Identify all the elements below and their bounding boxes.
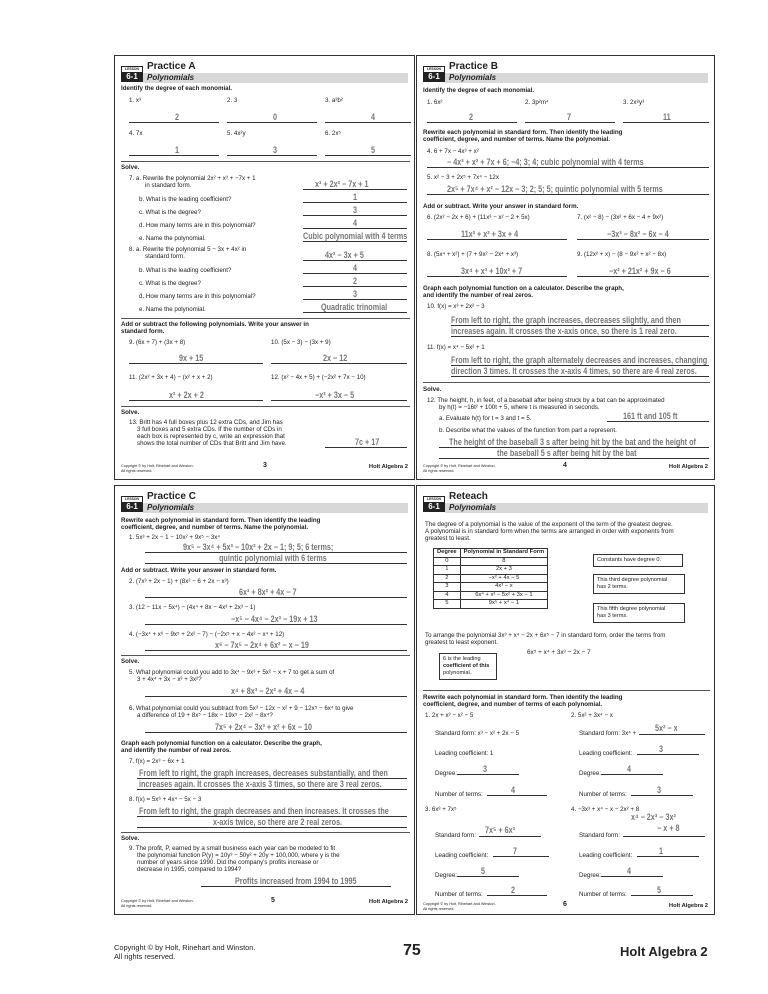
answer-line: [145, 696, 407, 697]
standard-form-label: Standard form:: [579, 832, 620, 839]
answer: From left to right, the graph decreases and then increases. It crosses the: [139, 806, 389, 816]
practice-c-header: [121, 490, 408, 514]
table-row: 4 6x⁴ + x³ − 5x² + 3x − 1: [434, 591, 548, 600]
answer: x⁴ + 8x³ − 2x² + 4x − 4: [231, 686, 305, 696]
answer: −x⁵ − 4x⁴ − 2x³ − 19x + 13: [231, 614, 318, 624]
answer-line: [303, 273, 407, 274]
answer-line: [303, 312, 407, 313]
answer: 3x⁴ + x³ + 10x² + 7: [461, 266, 523, 276]
answer: 4: [353, 218, 358, 228]
answer: From left to right, the graph increases, decreases substantially, and then: [139, 768, 388, 778]
callout-fifth-degree: This fifth degree polynomial has 3 terms.: [593, 603, 685, 623]
answer: 4: [371, 112, 376, 122]
question: 9. (12x² + x) − (8 − 9x² + x² − 8x): [577, 251, 667, 258]
answer-line: [427, 167, 709, 168]
answer: 4: [627, 764, 632, 774]
answer: 7: [567, 112, 572, 122]
answer: 1: [659, 846, 664, 856]
answer-line: [623, 122, 709, 123]
answer: x⁶ − 7x⁵ − 2x⁴ + 6x² − x − 19: [215, 640, 309, 650]
page-number: 5: [271, 897, 275, 905]
answer-line: [145, 624, 407, 625]
answer-line: [525, 122, 615, 123]
page-title: Practice A: [147, 61, 196, 72]
instruction: Rewrite each polynomial in standard form. Then identify the leading: [423, 129, 623, 136]
question: c. What is the degree?: [139, 280, 201, 287]
answer-line: [479, 836, 541, 837]
leading-coefficient-label: Leading coefficient:: [435, 852, 489, 859]
answer: −x² + 3x − 5: [315, 390, 355, 400]
question: 9. (6x + 7) + (3x + 8): [129, 339, 186, 346]
answer-line: [137, 789, 407, 790]
instruction: Add or subtract the following polynomials. Write your answer in: [121, 321, 309, 328]
answer: −x² + 21x² + 9x − 6: [609, 266, 671, 276]
answer-line: [227, 122, 317, 123]
answer: 2: [511, 885, 516, 895]
question: 5. x² − 3 + 2x⁵ + 7x⁴ − 12x: [427, 174, 499, 181]
page-subtitle: Polynomials: [143, 503, 408, 513]
answer-line: [325, 155, 411, 156]
instruction: Add or subtract. Write your answer in standard form.: [121, 567, 277, 574]
intro-text: greatest to least.: [425, 535, 471, 542]
answer-line: [601, 876, 663, 877]
instruction: Rewrite each polynomial in standard form. Then identify the leading: [423, 694, 623, 701]
answer-line: [631, 795, 693, 796]
question: 9. The profit, P, earned by a small business each year can be modeled to fit: [129, 845, 336, 852]
question: b. What is the leading coefficient?: [139, 196, 232, 203]
question: 10. (5x − 3) − (3x + 9): [271, 339, 331, 346]
question: 6. What polynomial could you subtract from 5x³ − 12x − x² + 9 − 12x⁵ − 6x⁴ to give: [129, 705, 354, 712]
answer: − x + 8: [657, 823, 680, 833]
page-subtitle: Polynomials: [445, 73, 708, 83]
practice-b-header: [423, 60, 708, 84]
answer-line: [493, 856, 549, 857]
answer: 7c + 17: [355, 437, 380, 447]
instruction: Add or subtract. Write your answer in standard form.: [423, 203, 579, 210]
answer-line: [637, 754, 699, 755]
question: 2. (7x³ + 2x − 1) + (8x² − 6 + 2x − x³): [129, 578, 229, 585]
answer-line: [427, 239, 567, 240]
answer-line: [427, 122, 517, 123]
question: 4. (−3x⁴ + x⁶ − 9x⁵ + 2x² − 7) − (−2x⁵ + x − 4x² − x⁴ + 12): [129, 631, 285, 638]
intro-text: greatest to least exponent.: [425, 639, 498, 646]
answer: 4: [511, 785, 516, 795]
answer: 11x³ + x² + 3x + 4: [461, 229, 519, 239]
question: 12. The height, h, in feet, of a baseball after being struck by a bat can be approximated: [427, 397, 665, 404]
answer: Cubic polynomial with 4 terms: [303, 231, 408, 241]
question: shows the total number of CDs that Britt and Jim have.: [137, 440, 287, 447]
instruction: coefficient, degree, and number of terms of each polynomial.: [423, 701, 603, 708]
leading-coefficient-label: Leading coefficient:: [579, 750, 633, 757]
answer-line: [145, 597, 407, 598]
answer-line: [427, 276, 567, 277]
instruction: Identify the degree of each monomial.: [121, 85, 233, 92]
question: b. What is the leading coefficient?: [139, 267, 232, 274]
section-label: Solve.: [121, 409, 140, 416]
instruction: and identify the number of real zeros.: [423, 292, 534, 299]
question: 2. 3p²m⁴: [525, 99, 549, 106]
table-row: 3 4x³ − x: [434, 583, 548, 592]
answer-line: [303, 189, 407, 190]
book-title: Holt Algebra 2: [368, 463, 408, 470]
page-copyright: Copyright © by Holt, Rinehart and Winston. All rights reserved.: [121, 899, 194, 908]
table-header-row: [434, 549, 548, 558]
practice-c-page: [114, 485, 415, 915]
leading-coefficient-label: Leading coefficient:: [579, 852, 633, 859]
question: a. Evaluate h(t) for t = 3 and t = 5.: [439, 415, 532, 422]
book-title: Holt Algebra 2: [668, 902, 708, 909]
instruction: Graph each polynomial function on a calculator. Describe the graph,: [423, 285, 624, 292]
footer-page-number: 75: [403, 942, 421, 959]
question: 4. 7x: [129, 130, 143, 137]
question: e. Name the polynomial.: [139, 235, 206, 242]
page-copyright: Copyright © by Holt, Rinehart and Winston. All rights reserved.: [423, 902, 496, 911]
answer-line: [145, 563, 407, 564]
page-copyright: Copyright © by Holt, Rinehart and Winston. All rights reserved.: [423, 464, 496, 473]
answer-line: [639, 734, 705, 735]
answer: x⁴ − 2x³ − 3x²: [631, 812, 676, 822]
practice-a-page: [114, 55, 415, 480]
answer-line: [145, 732, 407, 733]
answer: 2: [353, 276, 358, 286]
answer-line: [271, 400, 407, 401]
number-of-terms-label: Number of terms:: [579, 891, 627, 898]
table-row: 0 8: [434, 557, 548, 566]
answer-line: [303, 286, 407, 287]
answer: 4: [627, 866, 632, 876]
answer-line: [303, 215, 407, 216]
divider: [121, 406, 410, 407]
page-number: 3: [263, 462, 267, 470]
answer-line: [577, 239, 709, 240]
question: 12. (x² − 4x + 5) + (−2x² + 7x − 10): [271, 374, 366, 381]
answer-line: [303, 228, 407, 229]
question: 5. 4x²y: [227, 130, 246, 137]
question: d. How many terms are in this polynomial?: [139, 222, 256, 229]
answer-line: [227, 155, 317, 156]
section-label: Solve.: [121, 164, 140, 171]
answer: Quadratic trinomial: [321, 302, 388, 312]
answer: 1: [175, 145, 180, 155]
question: 3 full boxes and 5 extra CDs. If the number of CDs in: [137, 426, 282, 433]
question: by h(t) = −16t² + 100t + 5, where t is measured in seconds.: [439, 404, 600, 411]
instruction: Identify the degree of each monomial.: [423, 87, 535, 94]
callout-leading-coefficient: 6 is the leading coefficient of this polynomial.: [439, 653, 497, 680]
page-number: 6: [563, 901, 567, 909]
question: 4. −3x³ + x⁴ − x − 2x² + 8: [571, 806, 640, 813]
answer-line: [439, 458, 709, 459]
answer: 11: [663, 112, 671, 122]
answer: 9x⁵ − 3x⁴ + 5x³ − 10x² + 2x − 1; 9; 5; 6 terms;: [183, 542, 334, 552]
answer: x³ + 2x² − 7x + 1: [315, 179, 369, 189]
answer: 3: [657, 785, 662, 795]
divider: [423, 382, 710, 383]
arranged-polynomial: 6x⁵ + x⁴ + 3x³ − 2x − 7: [527, 649, 591, 656]
instruction: standard form.: [121, 328, 165, 335]
degree-label: Degree:: [579, 872, 602, 879]
question: 8. a. Rewrite the polynomial 5 − 3x + 4x² in: [129, 246, 247, 253]
answer: 1: [353, 192, 358, 202]
answer-line: [577, 276, 709, 277]
degree-label: Degree:: [435, 872, 458, 879]
question: 1. 6x²: [427, 99, 443, 106]
question: 11. (2x² + 3x + 4) − (x² + x + 2): [129, 374, 213, 381]
question: 3. (12 − 11x − 5x⁴) − (4x⁴ + 8x − 4x³ + 2x³ − 1): [129, 604, 256, 611]
answer-line: [427, 194, 709, 195]
answer-line: [303, 299, 407, 300]
book-title: Holt Algebra 2: [368, 898, 408, 905]
intro-text: To arrange the polynomial 3x³ + x⁴ − 2x + 6x⁵ − 7 in standard form, order the terms from: [425, 632, 666, 639]
answer: 3: [353, 289, 358, 299]
answer-line: [325, 447, 407, 448]
instruction: and identify the number of real zeros.: [121, 747, 232, 754]
question: 3. 6x³ + 7x⁵: [425, 806, 457, 813]
answer-line: [457, 876, 519, 877]
section-label: Solve.: [423, 386, 442, 393]
answer: 7x⁵ + 2x⁴ − 3x³ + x² + 6x − 10: [215, 722, 313, 732]
answer: increases again. It crosses the x-axis 3 times, so there are 3 real zeros.: [139, 779, 382, 789]
table-row: 5 9x⁵ + x⁴ − 1: [434, 600, 548, 609]
answer: x-axis twice, so there are 2 real zeros.: [213, 817, 343, 827]
lesson-badge: LESSON 6-1: [423, 66, 445, 82]
page-copyright: Copyright © by Holt, Rinehart and Winston. All rights reserved.: [121, 464, 194, 473]
question: e. Name the polynomial.: [139, 306, 206, 313]
answer: From left to right, the graph increases, decreases slightly, and then: [451, 315, 681, 325]
question: each box is represented by c, write an expression that: [137, 433, 285, 440]
answer-line: [129, 122, 219, 123]
answer: quintic polynomial with 6 terms: [219, 553, 327, 563]
leading-coefficient: Leading coefficient: 1: [435, 750, 494, 757]
callout-third-degree: This third degree polynomial has 2 terms.: [593, 574, 685, 594]
answer-line: [623, 836, 705, 837]
number-of-terms-label: Number of terms:: [579, 791, 627, 798]
column-header: Polynomial in Standard Form: [460, 549, 548, 558]
answer-line: [129, 363, 263, 364]
answer: 5: [657, 885, 662, 895]
lesson-badge: LESSON 6-1: [121, 496, 143, 512]
intro-text: The degree of a polynomial is the value of the exponent of the term of the greatest degree.: [425, 521, 673, 528]
question: c. What is the degree?: [139, 209, 201, 216]
answer: 0: [273, 112, 278, 122]
answer-line: [303, 241, 407, 242]
standard-form-label: Standard form: 3x⁴ +: [579, 730, 637, 737]
degree-table: [433, 548, 548, 609]
answer-line: [129, 155, 219, 156]
divider: [121, 655, 410, 656]
answer-line: [325, 122, 411, 123]
question: the polynomial function P(y) = 10y³ − 50y² + 20y + 100,000, where y is the: [137, 852, 340, 859]
question: d. How many terms are in this polynomial?: [139, 293, 256, 300]
lesson-badge: LESSON 6-1: [423, 496, 445, 512]
answer: 5: [481, 866, 486, 876]
answer: The height of the baseball 3 s after being hit by the bat and the height of: [449, 437, 696, 447]
question: a difference of 19 + 8x⁵ − 18x − 19x⁵ − 2x² − 8x⁴?: [137, 712, 273, 719]
reteach-page: [416, 485, 715, 915]
practice-b-page: [416, 55, 715, 480]
question: 3. 2x⁸y³: [623, 99, 645, 106]
answer-line: [145, 650, 407, 651]
answer: 2: [469, 112, 474, 122]
answer: 7x⁵ + 6x³: [485, 825, 516, 835]
answer: 5: [371, 145, 376, 155]
question: 8. f(x) = 5x⁶ + 4x⁴ − 5x − 3: [129, 796, 202, 803]
answer: 4x² − 3x + 5: [325, 250, 364, 260]
practice-a-header: [121, 60, 408, 84]
question: 7. f(x) = 2x³ − 6x + 1: [129, 758, 185, 765]
question: standard form.: [145, 253, 185, 260]
answer-line: [457, 774, 519, 775]
standard-form: Standard form: x³ − x² + 2x − 5: [435, 730, 520, 737]
question: 10. f(x) = x³ + 2x² − 3: [427, 303, 485, 310]
answer: −3x³ − 8x² − 6x − 4: [607, 229, 669, 239]
page-title: Practice C: [147, 491, 196, 502]
standard-form-label: Standard form:: [435, 832, 476, 839]
book-title: Holt Algebra 2: [668, 463, 708, 470]
instruction: Rewrite each polynomial in standard form. Then identify the leading: [121, 517, 321, 524]
section-label: Solve.: [121, 658, 140, 665]
answer: From left to right, the graph alternately decreases and increases, changing: [451, 355, 708, 365]
answer-line: [271, 363, 407, 364]
answer: 7: [513, 846, 518, 856]
question: 5. What polynomial could you add to 3x⁴ − 9x³ + 5x² − x + 7 to get a sum of: [129, 669, 335, 676]
instruction: coefficient, degree, and number of terms. Name the polynomial.: [121, 524, 309, 531]
answer: 2: [175, 112, 180, 122]
answer-line: [631, 895, 693, 896]
answer-line: [451, 376, 709, 377]
divider: [423, 690, 710, 691]
number-of-terms-label: Number of terms:: [435, 791, 483, 798]
column-header: Degree: [434, 549, 461, 558]
page-subtitle: Polynomials: [143, 73, 408, 83]
degree-label: Degree:: [435, 770, 458, 777]
question: 13. Britt has 4 full boxes plus 12 extra CDs, and Jim has: [129, 419, 283, 426]
question: 2. 3: [227, 97, 238, 104]
question: 11. f(x) = x⁴ − 5x² + 1: [427, 344, 485, 351]
instruction: coefficient, degree, and number of terms. Name the polynomial.: [423, 136, 611, 143]
answer-line: [487, 795, 547, 796]
page-number: 4: [563, 462, 567, 470]
answer-line: [637, 856, 699, 857]
answer-line: [601, 774, 663, 775]
question: number of years since 1990. Did the company's profits increase or: [137, 859, 319, 866]
divider: [121, 318, 410, 319]
answer: − 4x³ + x² + 7x + 6; −4; 3; 4; cubic polynomial with 4 terms: [447, 157, 644, 167]
answer: x² + 2x + 2: [169, 390, 204, 400]
question: 8. (5x⁴ + x²) + (7 + 9x² − 2x⁴ + x³): [427, 251, 519, 258]
question: b. Describe what the values of the function from part a represent.: [439, 427, 617, 434]
answer: 3: [659, 744, 664, 754]
answer-line: [607, 421, 709, 422]
question: decrease in 1995, compared to 1994?: [137, 866, 242, 873]
answer: 161 ft and 105 ft: [623, 411, 678, 421]
question: 2. 5x² + 3x⁴ − x: [571, 712, 613, 719]
answer: 2x⁵ + 7x⁴ + x² − 12x − 3; 2; 5; 5; quintic polynomial with 5 terms: [447, 184, 663, 194]
answer: 3: [273, 145, 278, 155]
number-of-terms-label: Number of terms:: [435, 891, 483, 898]
answer: 4: [353, 263, 358, 273]
question: 1. x³: [129, 97, 142, 104]
intro-text: A polynomial is in standard form when the terms are arranged in order with exponents from: [425, 528, 674, 535]
answer: 5x² − x: [655, 723, 678, 733]
question: 4. 6 + 7x − 4x³ + x²: [427, 148, 479, 155]
reteach-header: [423, 490, 708, 514]
answer: the baseball 5 s after being hit by the bat: [497, 448, 637, 458]
answer-line: [303, 260, 407, 261]
question: 1. 5x³ + 2x − 1 − 10x² + 9x⁵ − 3x⁴: [129, 534, 221, 541]
instruction: Graph each polynomial function on a calculator. Describe the graph,: [121, 740, 322, 747]
answer: 3: [483, 764, 488, 774]
degree-label: Degree:: [579, 770, 602, 777]
question: in standard form.: [145, 182, 192, 189]
answer-line: [487, 895, 547, 896]
answer: 2x − 12: [323, 353, 348, 363]
answer-line: [137, 827, 407, 828]
footer-book-title: Holt Algebra 2: [620, 944, 708, 959]
answer: 9x + 15: [179, 353, 204, 363]
question: 7. (x² − 8) − (3x² + 6x − 4 + 9x²): [577, 214, 664, 221]
question: 1. 2x + x³ − x² − 5: [425, 712, 474, 719]
question: 7. a. Rewrite the polynomial 2x² + x³ + −7x + 1: [129, 175, 256, 182]
question: 6. 2x⁵: [325, 130, 341, 137]
divider: [121, 161, 410, 162]
answer: increases again. It crosses the x-axis once, so there is 1 real zero.: [451, 326, 677, 336]
lesson-badge: LESSON 6-1: [121, 66, 143, 82]
answer-line: [129, 400, 263, 401]
page-title: Practice B: [449, 61, 498, 72]
footer-copyright: Copyright © by Holt, Rinehart and Winston. All rights reserved.: [114, 943, 256, 961]
answer: 6x³ + 8x² + 4x − 7: [239, 587, 297, 597]
section-label: Solve.: [121, 835, 140, 842]
answer-line: [201, 886, 391, 887]
page-subtitle: Polynomials: [445, 503, 708, 513]
answer: Profits increased from 1994 to 1995: [235, 876, 357, 886]
question: 6. (2x² − 2x + 6) + (11x³ − x² − 2 + 5x): [427, 214, 530, 221]
callout-constants: Constants have degree 0.: [593, 554, 683, 567]
answer: direction 3 times. It crosses the x-axis 4 times, so there are 4 real zeros.: [451, 366, 697, 376]
page-title: Reteach: [449, 491, 488, 502]
table-row: 1 2x + 3: [434, 566, 548, 575]
table-row: 2 −x² + 4x − 5: [434, 574, 548, 583]
question: 3. a²b²: [325, 97, 343, 104]
answer-line: [451, 336, 709, 337]
question: 3 + 4x⁴ + 3x − x³ + 3x²?: [137, 676, 202, 683]
answer: 3: [353, 205, 358, 215]
answer-line: [303, 202, 407, 203]
divider: [121, 832, 410, 833]
